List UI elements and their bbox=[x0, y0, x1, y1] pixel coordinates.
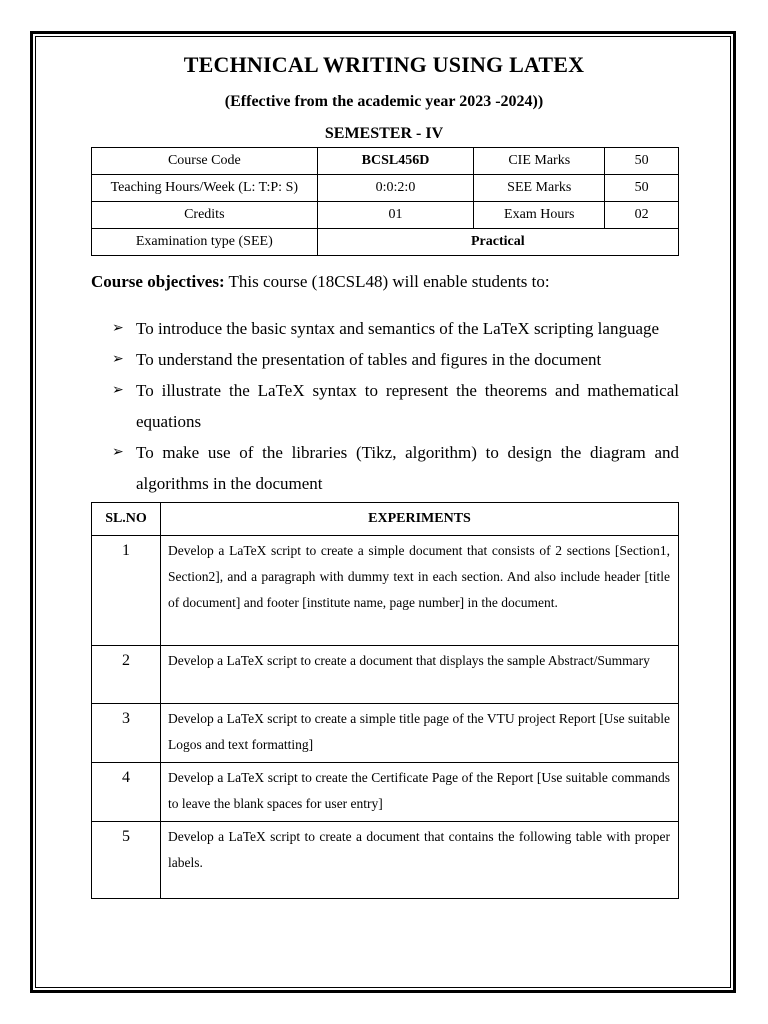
exam-type-row bbox=[92, 229, 679, 256]
info-value: 50 bbox=[605, 175, 679, 202]
course-objectives-label: Course objectives: bbox=[91, 272, 225, 291]
info-value: 0:0:2:0 bbox=[317, 175, 474, 202]
list-item: ➢ To understand the presentation of tables and figures in the document bbox=[112, 344, 679, 375]
list-item: ➢ To introduce the basic syntax and semantics of the LaTeX scripting language bbox=[112, 313, 679, 344]
experiment-number: 5 bbox=[92, 822, 161, 899]
list-item: ➢ To make use of the libraries (Tikz, algorithm) to design the diagram and algorithms in the document bbox=[112, 437, 679, 499]
info-label: Teaching Hours/Week (L: T:P: S) bbox=[92, 175, 318, 202]
experiment-description: Develop a LaTeX script to create the Certificate Page of the Report [Use suitable commands to leave the blank spaces for user entry] bbox=[161, 763, 679, 822]
info-label: CIE Marks bbox=[474, 148, 605, 175]
document-title: TECHNICAL WRITING USING LATEX bbox=[183, 52, 585, 77]
sl-no-header: SL.NO bbox=[92, 503, 161, 536]
table-row bbox=[92, 763, 679, 822]
experiment-description: Develop a LaTeX script to create a document that displays the sample Abstract/Summary bbox=[161, 646, 679, 704]
experiment-description: Develop a LaTeX script to create a simple document that consists of 2 sections [Section1, Section2], and a paragraph with dummy text in each section. And also include header [title of document] and footer [institute name, page number] in the document. bbox=[161, 536, 679, 646]
document-subtitle: (Effective from the academic year 2023 -2024)) bbox=[224, 93, 544, 110]
experiment-number: 1 bbox=[92, 536, 161, 646]
credits-row bbox=[92, 202, 679, 229]
objectives-list bbox=[112, 313, 679, 499]
course-objectives-text: This course (18CSL48) will enable students to: bbox=[224, 272, 550, 291]
table-row bbox=[92, 536, 679, 646]
experiment-number: 2 bbox=[92, 646, 161, 704]
experiments-table bbox=[91, 502, 679, 899]
teaching-hours-row bbox=[92, 175, 679, 202]
table-header-row bbox=[92, 503, 679, 536]
info-value: 01 bbox=[317, 202, 474, 229]
experiments-header: EXPERIMENTS bbox=[161, 503, 679, 536]
table-row bbox=[92, 704, 679, 763]
info-label: Credits bbox=[92, 202, 318, 229]
semester-heading: SEMESTER - IV bbox=[324, 125, 444, 142]
info-label: Examination type (SEE) bbox=[92, 229, 318, 256]
course-info-table bbox=[91, 147, 679, 256]
table-row bbox=[92, 822, 679, 899]
list-item: ➢ To illustrate the LaTeX syntax to represent the theorems and mathematical equations bbox=[112, 375, 679, 437]
course-objectives-intro bbox=[91, 272, 550, 292]
info-value: 02 bbox=[605, 202, 679, 229]
info-label: Course Code bbox=[92, 148, 318, 175]
arrow-bullet-icon: ➢ bbox=[112, 352, 124, 367]
arrow-bullet-icon: ➢ bbox=[112, 445, 124, 460]
course-code-row bbox=[92, 148, 679, 175]
info-label: Exam Hours bbox=[474, 202, 605, 229]
experiment-number: 4 bbox=[92, 763, 161, 822]
exam-type-value: Practical bbox=[317, 229, 678, 256]
experiment-number: 3 bbox=[92, 704, 161, 763]
table-row bbox=[92, 646, 679, 704]
arrow-bullet-icon: ➢ bbox=[112, 383, 124, 398]
experiment-description: Develop a LaTeX script to create a simple title page of the VTU project Report [Use suitable Logos and text formatting] bbox=[161, 704, 679, 763]
info-label: SEE Marks bbox=[474, 175, 605, 202]
experiment-description: Develop a LaTeX script to create a document that contains the following table with proper labels. bbox=[161, 822, 679, 899]
info-value: 50 bbox=[605, 148, 679, 175]
info-value: BCSL456D bbox=[317, 148, 474, 175]
arrow-bullet-icon: ➢ bbox=[112, 321, 124, 336]
